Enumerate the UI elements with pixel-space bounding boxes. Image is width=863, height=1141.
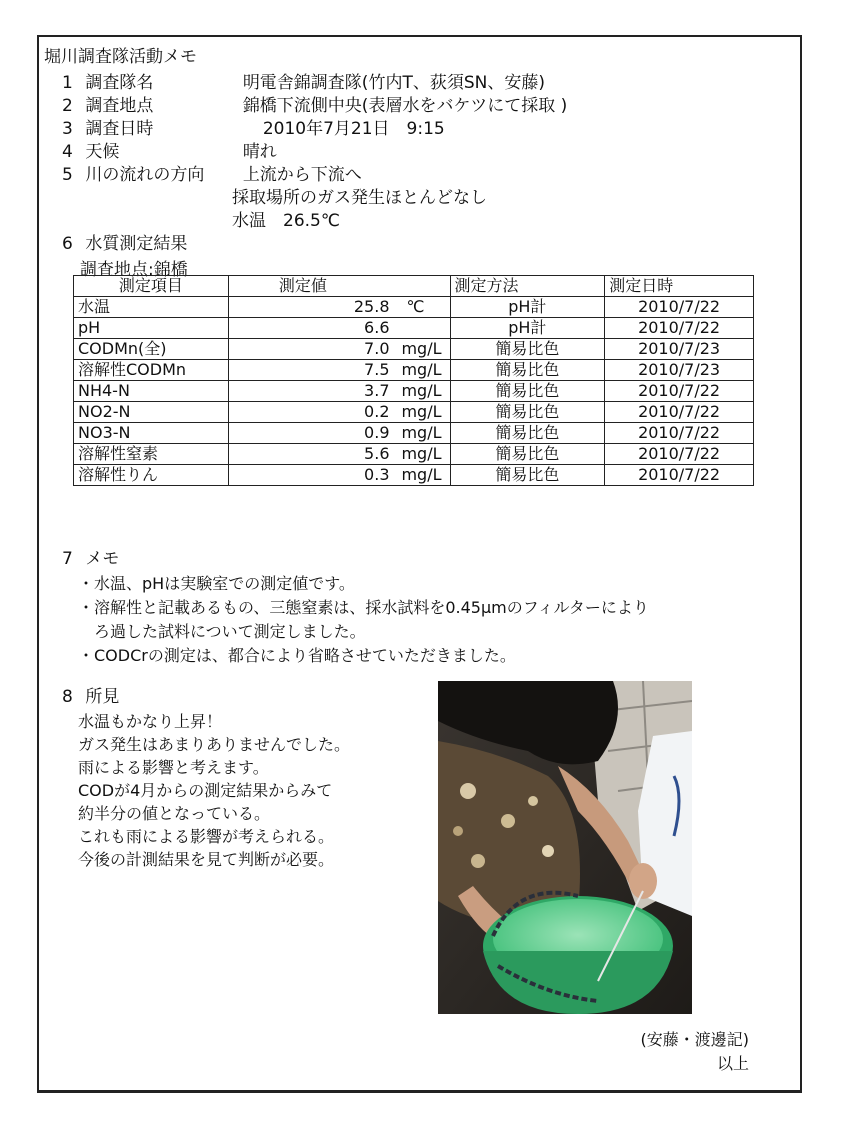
field-label: 調査地点 — [85, 96, 154, 116]
field-flow: 5 川の流れの方向 上流から下流へ — [62, 165, 362, 185]
cell-item: NO3-N — [74, 423, 229, 444]
cell-item: 溶解性CODMn — [74, 360, 229, 381]
field-weather: 4 天候 晴れ — [62, 142, 277, 162]
field-team: 1 調査隊名 明電舎錦調査隊(竹内T、荻須SN、安藤) — [62, 73, 545, 93]
table-row — [74, 318, 754, 339]
table-row — [74, 444, 754, 465]
signature-block — [641, 1028, 750, 1076]
field-value: 2010年7月21日 9:15 — [262, 119, 445, 139]
table-row — [74, 465, 754, 486]
cell-date: 2010/7/22 — [605, 423, 754, 444]
field-label: 調査日時 — [85, 119, 154, 139]
cell-item: NH4-N — [74, 381, 229, 402]
cell-value: 0.2 mg/L — [228, 402, 450, 423]
memo-line: ・水温、pHは実験室での測定値です。 — [78, 574, 355, 593]
document-title: 堀川調査隊活動メモ — [44, 47, 197, 67]
closing-text: 以上 — [716, 1054, 749, 1073]
cell-method: 簡易比色 — [450, 339, 605, 360]
cell-method: 簡易比色 — [450, 465, 605, 486]
cell-value: 7.0 mg/L — [228, 339, 450, 360]
cell-date: 2010/7/22 — [605, 444, 754, 465]
cell-item: 溶解性りん — [74, 465, 229, 486]
memo-line: ろ過した試料について測定しました。 — [78, 622, 366, 641]
cell-method: 簡易比色 — [450, 444, 605, 465]
cell-date: 2010/7/23 — [605, 360, 754, 381]
memo-line: ・溶解性と記載あるもの、三態窒素は、採水試料を0.45μmのフィルターにより — [78, 598, 649, 617]
cell-value: 25.8 ℃ — [228, 297, 450, 318]
field-label: 調査隊名 — [85, 73, 154, 93]
finding-line: 雨による影響と考えます。 — [78, 758, 269, 777]
table-header-row — [74, 276, 754, 297]
cell-date: 2010/7/22 — [605, 381, 754, 402]
cell-value: 0.3 mg/L — [228, 465, 450, 486]
cell-method: 簡易比色 — [450, 402, 605, 423]
finding-line: 今後の計測結果を見て判断が必要。 — [78, 850, 335, 869]
cell-method: pH計 — [450, 297, 605, 318]
cell-item: 溶解性窒素 — [74, 444, 229, 465]
finding-line: 水温もかなり上昇！ — [78, 712, 223, 731]
field-location: 2 調査地点 錦橋下流側中央(表層水をバケツにて採取 ) — [62, 96, 568, 116]
finding-line: ガス発生はあまりありませんでした。 — [78, 735, 351, 754]
header-value: 測定値 — [228, 276, 450, 297]
cell-method: 簡易比色 — [450, 381, 605, 402]
finding-line: これも雨による影響が考えられる。 — [78, 827, 335, 846]
cell-date: 2010/7/22 — [605, 297, 754, 318]
flow-note-temp: 水温 26.5℃ — [232, 211, 340, 231]
cell-date: 2010/7/22 — [605, 318, 754, 339]
cell-date: 2010/7/22 — [605, 465, 754, 486]
cell-value: 3.7 mg/L — [228, 381, 450, 402]
cell-method: 簡易比色 — [450, 423, 605, 444]
cell-item: CODMn(全) — [74, 339, 229, 360]
cell-date: 2010/7/23 — [605, 339, 754, 360]
cell-item: 水温 — [74, 297, 229, 318]
flow-note-gas: 採取場所のガス発生ほとんどなし — [232, 188, 487, 208]
table-row — [74, 402, 754, 423]
cell-item: NO2-N — [74, 402, 229, 423]
field-value: 明電舎錦調査隊(竹内T、荻須SN、安藤) — [242, 73, 545, 93]
finding-line: 約半分の値となっている。 — [78, 804, 271, 823]
table-row — [74, 423, 754, 444]
table-row — [74, 381, 754, 402]
field-label: 天候 — [85, 142, 120, 162]
field-value: 錦橋下流側中央(表層水をバケツにて採取 ) — [242, 96, 568, 116]
cell-value: 7.5 mg/L — [228, 360, 450, 381]
signature-author: (安藤・渡邊記) — [640, 1030, 749, 1049]
cell-date: 2010/7/22 — [605, 402, 754, 423]
memo-heading: 7 メモ — [62, 549, 120, 569]
header-date: 測定日時 — [605, 276, 754, 297]
cell-item: pH — [74, 318, 229, 339]
table-row — [74, 339, 754, 360]
cell-value: 6.6 — [228, 318, 450, 339]
finding-line: CODが4月からの測定結果からみて — [78, 781, 333, 800]
field-label: 川の流れの方向 — [85, 165, 205, 185]
results-table — [73, 275, 754, 486]
header-item: 測定項目 — [74, 276, 229, 297]
results-location: 調査地点:錦橋 — [80, 260, 188, 280]
field-datetime: 3 調査日時 2010年7月21日 9:15 — [62, 119, 445, 139]
cell-method: 簡易比色 — [450, 360, 605, 381]
findings-heading: 8 所見 — [62, 687, 120, 707]
table-row — [74, 360, 754, 381]
sampling-photo — [438, 681, 692, 1014]
memo-line: ・CODCrの測定は、都合により省略させていただきました。 — [78, 646, 516, 665]
field-value: 上流から下流へ — [242, 165, 362, 185]
table-row — [74, 297, 754, 318]
results-heading: 6 水質測定結果 — [62, 234, 188, 254]
field-value: 晴れ — [242, 142, 277, 162]
cell-value: 5.6 mg/L — [228, 444, 450, 465]
cell-value: 0.9 mg/L — [228, 423, 450, 444]
cell-method: pH計 — [450, 318, 605, 339]
header-method: 測定方法 — [450, 276, 605, 297]
